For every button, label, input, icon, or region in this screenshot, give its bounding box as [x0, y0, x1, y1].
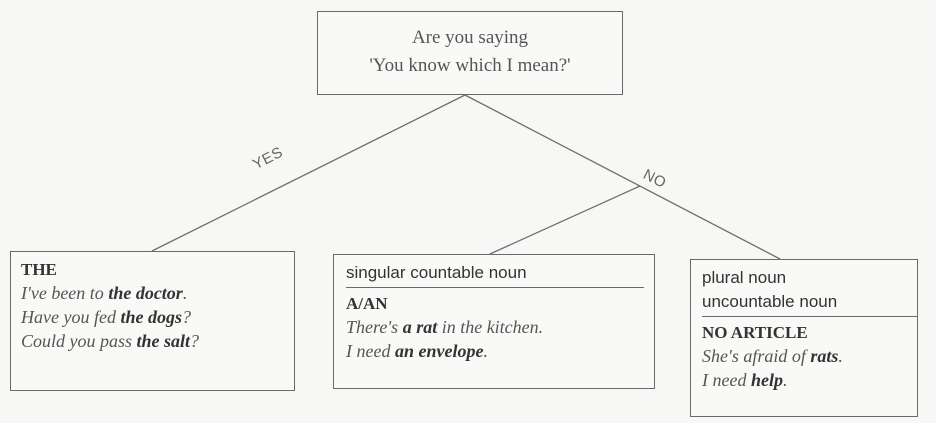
divider	[702, 316, 917, 317]
no-article-category-2: uncountable noun	[702, 292, 838, 311]
no-article-example: I need help.	[702, 370, 788, 390]
yes-branch-line	[152, 95, 465, 251]
the-example: Have you fed the dogs?	[21, 307, 191, 327]
no-article-category-1: plural noun	[702, 268, 787, 287]
question-line-2: 'You know which I mean?'	[369, 55, 571, 76]
no-article-box	[690, 259, 918, 417]
no-article-example: She's afraid of rats.	[702, 346, 843, 366]
a-an-category: singular countable noun	[346, 263, 527, 282]
no-article-heading: NO ARTICLE	[702, 323, 808, 342]
question-line-1: Are you saying	[411, 27, 529, 48]
the-example: Could you pass the salt?	[21, 331, 200, 351]
yes-branch-label: YES	[250, 143, 286, 174]
a-an-heading: A/AN	[346, 294, 388, 313]
no-branch-label: NO	[640, 166, 669, 192]
a-an-example: There's a rat in the kitchen.	[346, 317, 544, 337]
divider	[346, 287, 644, 288]
no-branch-line	[465, 95, 780, 259]
no-sub-branch-line	[490, 186, 640, 254]
a-an-example: I need an envelope.	[346, 341, 488, 361]
the-box	[10, 251, 295, 391]
the-heading: THE	[21, 260, 57, 279]
question-box	[317, 11, 623, 95]
a-an-box	[333, 254, 655, 389]
the-example: I've been to the doctor.	[21, 283, 188, 303]
